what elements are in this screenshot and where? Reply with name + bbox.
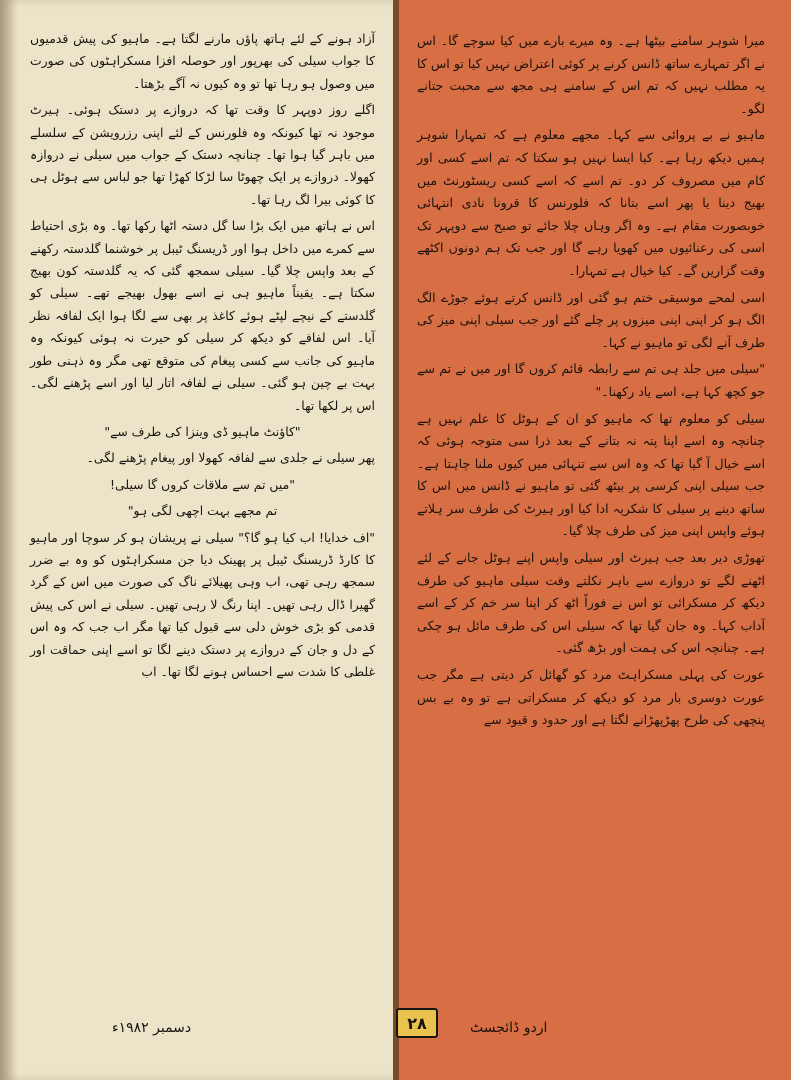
paragraph: میرا شوہر سامنے بیٹھا ہے۔ وہ میرے بارے میں کیا سوچے گا۔ اس نے اگر تمہارے ساتھ ڈانس کرنے پر کوئی اعتراض نہیں کیا تو اس کا یہ مطلب نہیں کہ تم اس کے سامنے ہی مجھ سے محبت جتانے لگو۔ [417,33,765,116]
right-column-text [417,30,765,1012]
paragraph: اسی لمحے موسیقی ختم ہو گئی اور ڈانس کرتے ہوئے جوڑے الگ الگ ہو کر اپنی اپنی میزوں پر چلے گئے اور جب سیلی اپنی میز کی طرف آنے لگی تو ماہیو نے کہا۔ [417,289,765,350]
card-message-line: تم مجھے بہت اچھی لگی ہو" [127,503,278,519]
paragraph: پھر سیلی نے جلدی سے لفافہ کھولا اور پیغام پڑھنے لگی۔ [86,450,375,466]
footer-magazine-name: اردو ڈائجسٹ [470,1020,548,1036]
footer-date: دسمبر ۱۹۸۲ء [112,1020,192,1036]
paragraph: اگلے روز دوپہر کا وقت تھا کہ دروازے پر دستک ہوئی۔ ہیرٹ موجود نہ تھا کیونکہ وہ فلورنس کے لئے اپنی رزرویشن کے سلسلے میں باہر گیا ہوا تھا۔ چنانچہ دستک کے جواب میں سیلی نے دروازہ کھولا۔ دروازے پر ایک چھوٹا سا لڑکا کھڑا تھا جو لباس سے ہوٹل ہی کا کوئی بیرا لگ رہا تھا۔ [30,102,375,207]
page-fold-shadow [0,0,18,1080]
paragraph: ماہیو نے بے پروائی سے کہا۔ مجھے معلوم ہے کہ تمہارا شوہر ہمیں دیکھ رہا ہے۔ کیا ایسا نہیں ہو سکتا کہ تم اسے کسی اور کام میں مصروف کر دو۔ تم اسے کہ اسے کسی ریسٹورنٹ میں بھیج دینا یا پھر اسے بتانا کہ فلورنس کا قرونا نادی انتہائی خوبصورت مقام ہے۔ وہ اگر وہاں چلا جائے تو صبح سے دوپہر تک اسی کی رعنائیوں میں کھویا رہے گا اور جب تک ہم دونوں اکٹھے وقت گزاریں گے۔ کیا خیال ہے تمہارا۔ [417,127,765,278]
page-number-badge: ۲۸ [396,1008,438,1038]
paragraph: عورت کی پہلی مسکراہٹ مرد کو گھائل کر دیتی ہے مگر جب عورت دوسری بار مرد کو دیکھ کر مسکراتی ہے تو وہ بے بس پنچھی کی طرح پھڑپھڑانے لگتا ہے اور حدود و قیود سے [417,667,765,728]
right-column [399,0,791,1080]
paragraph: اس نے ہاتھ میں ایک بڑا سا گل دستہ اٹھا رکھا تھا۔ وہ بڑی احتیاط سے کمرے میں داخل ہوا اور ڈریسنگ ٹیبل پر خوشنما گلدستہ رکھنے کے بعد واپس چلا گیا۔ سیلی سمجھ گئی کہ یہ گلدستہ کون بھیج سکتا ہے۔ یقیناً ماہیو ہی نے اسے بھول بھیجے تھے۔ سیلی کو گلدستے کے نیچے لپٹے ہوئے کاغذ پر بھی سے لگا ہوا ایک لفافہ نظر آیا۔ اس لفافے کو دیکھ کر سیلی کو حیرت نہ ہوئی کیونکہ وہ ماہیو کی جانب سے کسی پیغام کی متوقع تھی مگر وہ ذہنی طور بہت بے چین ہو گئی۔ سیلی نے لفافہ اتار لیا اور اسے پڑھنے لگی۔ اس پر لکھا تھا۔ [30,218,375,413]
card-message-line: "میں تم سے ملاقات کروں گا سیلی! [110,476,295,492]
left-column-text [30,28,375,1010]
paragraph: سیلی کو معلوم تھا کہ ماہیو کو ان کے ہوٹل کا علم نہیں ہے چنانچہ وہ اسے اپنا پتہ نہ بتانے کے بعد ذرا سی متوجہ ہوئی کہ اسے خیال آ گیا تھا کہ وہ اس سے تنہائی میں کیوں ملنا چاہتا ہے۔ جب سیلی اپنی کرسی پر بیٹھ گئی تو ماہیو نے ڈانس میں اس کا ساتھ دینے پر سیلی کا شکریہ ادا کیا اور ہیرٹ کی طرف سر ہلاتے ہوئے واپس اپنی میز کی طرف چلا گیا۔ [417,410,765,539]
paragraph: "اف خدایا! اب کیا ہو گا؟" سیلی نے پریشان ہو کر سوچا اور ماہیو کا کارڈ ڈریسنگ ٹیبل پر پھینک دیا جن مسکراہٹوں کو وہ بے ضرر سمجھ رہی تھی، اب وہی پھیلائے ناگ کی صورت میں اس کے گرد گھیرا ڈال رہی تھیں۔ اپنا رنگ لا رہی تھیں۔ سیلی نے اس کی پیش قدمی کو بڑی خوش دلی سے قبول کیا تھا مگر اب جب کہ وہ اس کے دل و جان کے دروازے پر دستک دینے لگا تو اسے اپنی حماقت اور غلطی کا شدت سے احساس ہونے لگا تھا۔ اب [30,529,375,679]
card-heading: "کاؤنٹ ماہیو ڈی وینزا کی طرف سے" [104,423,301,439]
paragraph: تھوڑی دیر بعد جب ہیرٹ اور سیلی واپس اپنے ہوٹل جانے کے لئے اٹھنے لگے تو دروازے سے باہر نکلتے وقت سیلی ماہیو کی طرف دیکھ کر مسکرائی تو اس نے فوراً اٹھ کر اپنا سر خم کر کے اسے آداب کہا۔ وہ جان گیا تھا کہ سیلی اس کی طرف مائل ہو چکی ہے۔ چنانچہ اس کی ہمت اور بڑھ گئی۔ [417,550,765,656]
paragraph: "سیلی میں جلد ہی تم سے رابطہ قائم کروں گا اور میں نے تم سے جو کچھ کہا ہے، اسے یاد رکھنا۔" [417,361,765,399]
paragraph: آزاد ہونے کے لئے ہاتھ پاؤں مارنے لگتا ہے۔ ماہیو کی پیش قدمیوں کا جواب سیلی کی بھرپور اور حوصلہ افزا مسکراہٹوں کی صورت میں وصول ہو رہا تھا تو وہ کیوں نہ آگے بڑھتا۔ [30,31,375,91]
